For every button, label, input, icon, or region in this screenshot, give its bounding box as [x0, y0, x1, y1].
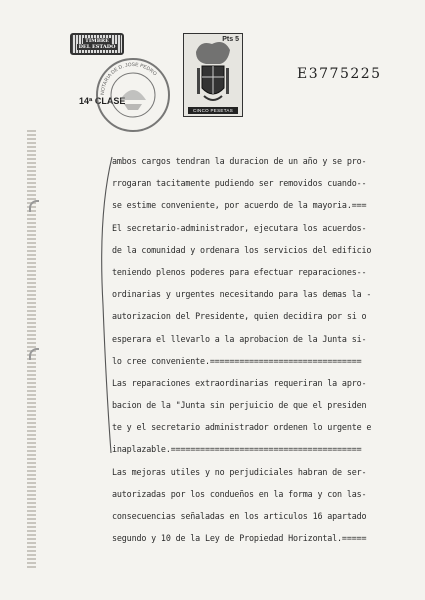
body-line: El secretario-administrador, ejecutara los acuerdos- [112, 222, 367, 233]
body-line: esperara el llevarlo a la aprobacion de la Junta si- [112, 333, 367, 344]
body-line: rrogaran tacitamente pudiendo ser removidos cuando-- [112, 178, 367, 189]
body-line: Las mejoras utiles y no perjudiciales habran de ser- [112, 466, 367, 477]
timbre-line-2: DEL ESTADO [78, 44, 116, 50]
body-line: autorizacion del Presidente, quien decidira por si o [112, 311, 367, 322]
body-line: se estime conveniente, por acuerdo de la mayoria.=== [112, 200, 367, 211]
body-line: Las reparaciones extraordinarias requeriran la apro- [112, 377, 367, 388]
notary-round-stamp [96, 58, 170, 132]
timbre-del-estado-seal [70, 33, 124, 55]
body-line: consecuencias señaladas en los articulos 16 apartado [112, 511, 367, 521]
binding-mark-icon [29, 348, 39, 360]
timbre-line-1: TIMBRE [85, 38, 109, 44]
body-line: lo cree conveniente.=============================== [112, 355, 362, 366]
body-line: bacion de la "Junta sin perjuicio de que el presiden [112, 400, 367, 411]
body-line: autorizadas por los condueños en la forma y con las- [112, 488, 367, 499]
fiscal-stamp-value: Pts 5 [222, 36, 239, 43]
body-line: inaplazable.======================================= [112, 444, 362, 455]
binding-mark-icon [29, 200, 39, 212]
body-line: te y el secretario administrador ordenen lo urgente e [112, 422, 372, 433]
svg-text:NOTARIA DE D. JOSE PEDRO [100, 62, 158, 95]
body-line: ordinarias y urgentes necesitando para las demas la - [112, 289, 372, 300]
notary-stamp-icon [98, 60, 168, 130]
body-line: teniendo plenos poderes para efectuar reparaciones-- [112, 266, 367, 277]
document-class: 14ª CLASE [79, 96, 126, 106]
typed-body-text [112, 150, 412, 549]
serial-number: E3775225 [297, 66, 382, 82]
body-line: ambos cargos tendran la duracion de un año y se pro- [112, 156, 367, 166]
fiscal-stamp [183, 33, 243, 117]
round-stamp-text: NOTARIA DE D. JOSE PEDRO [99, 61, 158, 96]
coat-of-arms-icon [184, 34, 242, 116]
body-line: de la comunidad y ordenara los servicios del edificio [112, 244, 372, 255]
fiscal-stamp-label: CINCO PESETAS [188, 107, 238, 114]
body-line: segundo y 10 de la Ley de Propiedad Horizontal.===== [112, 533, 367, 544]
